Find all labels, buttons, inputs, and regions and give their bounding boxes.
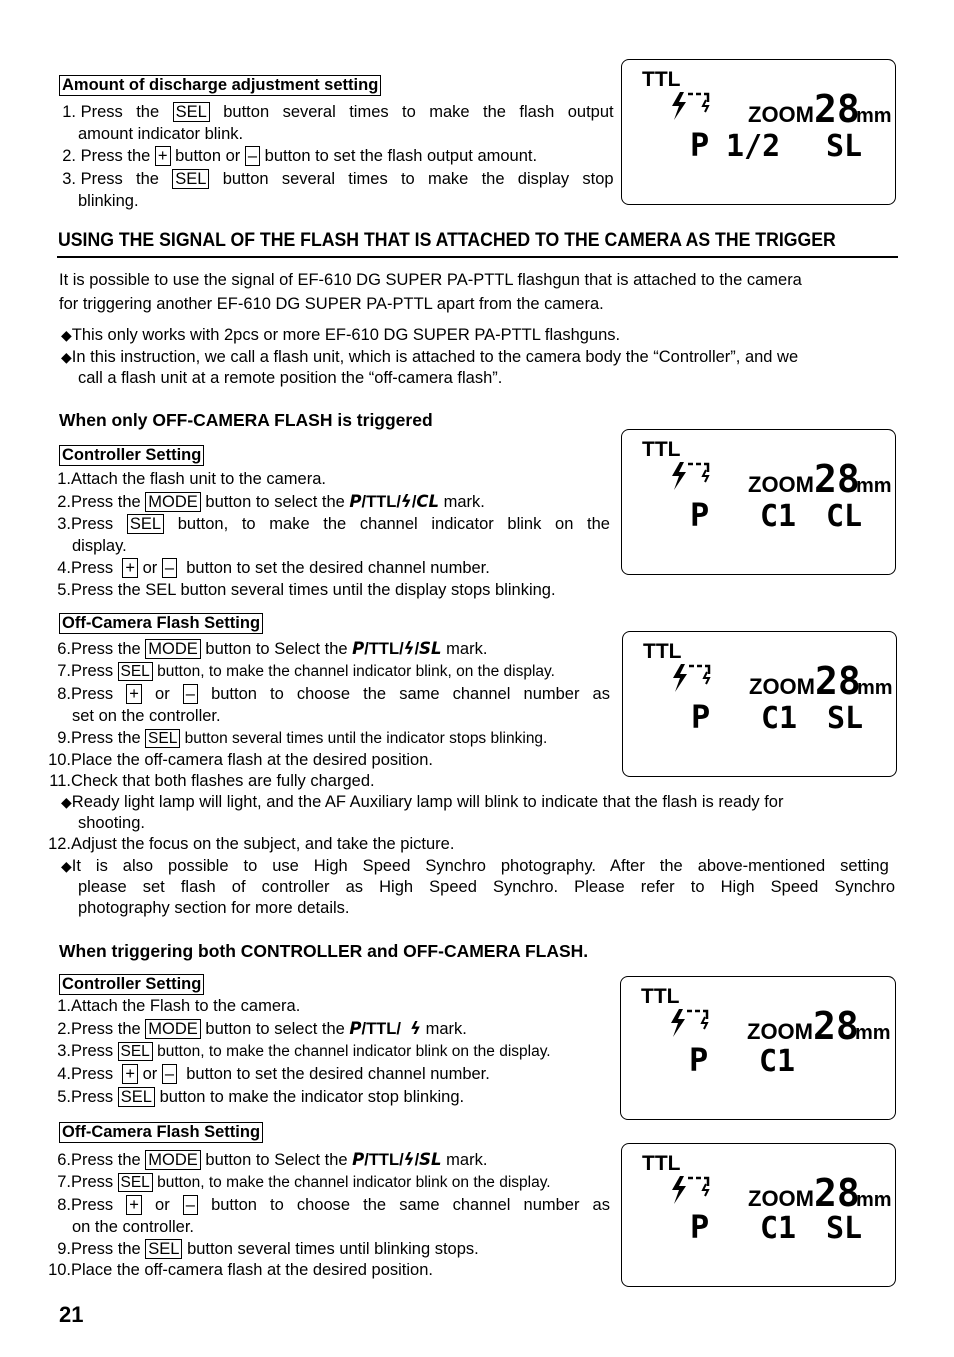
zoom-value: 28 xyxy=(815,659,861,703)
step-1: 1. Press the SEL button several times to make the flash output xyxy=(59,102,612,123)
diamond-icon: ◆ xyxy=(61,349,72,365)
wireless-flash-icon xyxy=(672,92,708,120)
ctrl1-step-3: 3.Press SEL button, to make the channel indicator blink on the xyxy=(57,515,610,533)
off2-step-6: 6.Press the MODE button to Select the P/TTL/ϟ/SL mark. xyxy=(57,1150,488,1169)
minus-button-label: – xyxy=(162,1064,177,1084)
wireless-flash-icon: ϟ xyxy=(410,1019,421,1038)
lcd-display-3 xyxy=(622,631,897,777)
sel-button-label: SEL xyxy=(118,1173,153,1192)
off1-step-10: 10.Place the off-camera flash at the desired position. xyxy=(48,751,433,769)
ttl-label: TTL xyxy=(643,640,682,663)
minus-button-label: – xyxy=(245,146,260,166)
plus-button-label: + xyxy=(122,558,138,578)
off1-step-12: 12.Adjust the focus on the subject, and take the picture. xyxy=(48,835,455,853)
step-2: 2. Press the + button or – button to set the flash output amount. xyxy=(62,147,538,165)
step-3: 3. Press the SEL button several times to make the display stop xyxy=(62,170,614,188)
ctrl2-step-1: 1.Attach the Flash to the camera. xyxy=(57,997,301,1015)
channel-indicator: C1 xyxy=(760,499,797,534)
mm-label: mm xyxy=(856,1189,892,1211)
ctrl2-step-4: 4.Press + or – button to set the desired channel number. xyxy=(57,1065,490,1083)
off2-step-10: 10.Place the off-camera flash at the desired position. xyxy=(48,1261,433,1279)
ctrl1-step-5: 5.Press the SEL button several times until the display stops blinking. xyxy=(57,581,556,599)
lcd-display-5 xyxy=(621,1143,896,1287)
lcd-display-1 xyxy=(621,59,896,205)
mode-indicator: P xyxy=(691,698,711,736)
ttl-label: TTL xyxy=(642,68,681,91)
off1-step-9: 9.Press the SEL button several times until the indicator stops blinking. xyxy=(57,729,548,747)
subheading-off-camera-only: When only OFF-CAMERA FLASH is triggered xyxy=(59,410,433,430)
ttl-label: TTL xyxy=(642,1152,681,1175)
wireless-flash-icon: ϟ xyxy=(400,492,412,511)
sel-button-label: SEL xyxy=(173,102,210,122)
mode-indicator: P xyxy=(690,496,710,534)
section-label-controller-1: Controller Setting xyxy=(59,445,204,466)
diamond-icon: ◆ xyxy=(61,327,72,343)
ttl-label: TTL xyxy=(641,985,680,1008)
step-1-cont: amount indicator blink. xyxy=(78,125,244,143)
ctrl1-step-2: 2.Press the MODE button to select the P/TTL/ϟ/CL mark. xyxy=(57,492,485,511)
wireless-flash-icon xyxy=(673,664,709,692)
zoom-label: ZOOM xyxy=(749,674,815,699)
off1-step-6: 6.Press the MODE button to Select the P/TTL/ϟ/SL mark. xyxy=(57,639,488,658)
sel-button-label: SEL xyxy=(145,729,180,748)
off2-step-8: 8.Press + or – button to choose the same channel number as xyxy=(57,1196,610,1214)
mode-button-label: MODE xyxy=(145,1019,201,1039)
controller-indicator: CL xyxy=(826,499,863,534)
mode-indicator: P xyxy=(689,1041,709,1079)
ctrl2-step-2: 2.Press the MODE button to select the P/TTL/ ϟ mark. xyxy=(57,1019,467,1038)
sel-button-label: SEL xyxy=(145,1239,182,1259)
mode-button-label: MODE xyxy=(145,1150,201,1170)
mode-button-label: MODE xyxy=(145,492,201,512)
sel-button-label: SEL xyxy=(118,1042,153,1061)
step-3-cont: blinking. xyxy=(78,192,139,210)
mm-label: mm xyxy=(856,475,892,497)
sel-button-label: SEL xyxy=(118,662,153,681)
sel-button-label: SEL xyxy=(172,169,209,189)
ctrl2-step-5: 5.Press SEL button to make the indicator stop blinking. xyxy=(57,1088,465,1106)
step-number: 1. xyxy=(62,103,76,121)
plus-button-label: + xyxy=(122,1064,138,1084)
zoom-value: 28 xyxy=(814,1171,860,1215)
section-label-offcamera-2: Off-Camera Flash Setting xyxy=(59,1122,263,1143)
wireless-flash-icon xyxy=(671,1009,707,1037)
ctrl1-step-1: 1.Attach the flash unit to the camera. xyxy=(57,470,326,488)
bullet-2: ◆In this instruction, we call a flash unit, which is attached to the camera body the “Controller”, and we xyxy=(61,348,799,366)
slave-indicator: SL xyxy=(827,701,864,736)
ctrl2-step-3: 3.Press SEL button, to make the channel indicator blink on the display. xyxy=(57,1042,551,1060)
zoom-value: 28 xyxy=(813,1004,859,1048)
sel-button-label: SEL xyxy=(127,514,164,534)
mode-indicator: P xyxy=(690,1208,710,1246)
output-value: 1/2 xyxy=(726,129,781,164)
off1-bullet-2-cont: please set flash of controller as High Speed Synchro. Please refer to High Speed Synchro xyxy=(78,878,895,896)
off1-bullet-1: ◆Ready light lamp will light, and the AF Auxiliary lamp will blink to indicate that the flash is ready for xyxy=(61,793,784,811)
off2-step-9: 9.Press the SEL button several times until blinking stops. xyxy=(57,1240,479,1258)
diamond-icon: ◆ xyxy=(61,794,72,810)
mm-label: mm xyxy=(856,105,892,127)
off1-step-7: 7.Press SEL button, to make the channel indicator blink, on the display. xyxy=(57,662,555,680)
lcd-display-2 xyxy=(621,429,896,575)
section-label-controller-2: Controller Setting xyxy=(59,974,204,995)
intro-line-2: for triggering another EF-610 DG SUPER PA-PTTL apart from the camera. xyxy=(59,295,604,313)
channel-indicator: C1 xyxy=(761,701,798,736)
intro-line-1: It is possible to use the signal of EF-610 DG SUPER PA-PTTL flashgun that is attached to the camera xyxy=(59,271,802,289)
zoom-value: 28 xyxy=(814,87,860,131)
section-heading: USING THE SIGNAL OF THE FLASH THAT IS ATTACHED TO THE CAMERA AS THE TRIGGER xyxy=(58,230,836,251)
off1-step-8-cont: set on the controller. xyxy=(72,707,221,725)
section-label-offcamera-1: Off-Camera Flash Setting xyxy=(59,613,263,634)
off1-bullet-2-cont2: photography section for more details. xyxy=(78,899,350,917)
plus-button-label: + xyxy=(126,684,142,704)
diamond-icon: ◆ xyxy=(61,858,72,874)
heading-rule xyxy=(57,256,898,258)
bullet-2-cont: call a flash unit at a remote position the “off-camera flash”. xyxy=(78,369,503,387)
section-label-discharge: Amount of discharge adjustment setting xyxy=(59,75,381,96)
wireless-flash-icon: ϟ xyxy=(403,1150,415,1169)
ctrl1-step-3-cont: display. xyxy=(72,537,127,555)
minus-button-label: – xyxy=(183,684,198,704)
zoom-label: ZOOM xyxy=(748,102,814,127)
off2-step-7: 7.Press SEL button, to make the channel indicator blink on the display. xyxy=(57,1173,551,1191)
channel-indicator: C1 xyxy=(760,1211,797,1246)
mode-button-label: MODE xyxy=(145,639,201,659)
slave-indicator: SL xyxy=(826,1211,863,1246)
subheading-both: When triggering both CONTROLLER and OFF-CAMERA FLASH. xyxy=(59,941,589,961)
ctrl1-step-4: 4.Press + or – button to set the desired channel number. xyxy=(57,559,490,577)
off2-step-8-cont: on the controller. xyxy=(72,1218,194,1236)
ttl-label: TTL xyxy=(642,438,681,461)
mode-indicator: P xyxy=(690,126,710,164)
slave-indicator: SL xyxy=(826,129,863,164)
off1-bullet-1-cont: shooting. xyxy=(78,814,145,832)
sel-button-label: SEL xyxy=(118,1087,155,1107)
channel-indicator: C1 xyxy=(759,1044,796,1079)
zoom-label: ZOOM xyxy=(747,1019,813,1044)
minus-button-label: – xyxy=(162,558,177,578)
lcd-display-4 xyxy=(620,976,896,1120)
zoom-label: ZOOM xyxy=(748,472,814,497)
off1-step-11: 11.Check that both flashes are fully charged. xyxy=(49,772,375,790)
mm-label: mm xyxy=(857,677,893,699)
bullet-1: ◆This only works with 2pcs or more EF-610 DG SUPER PA-PTTL flashguns. xyxy=(61,326,621,344)
page-number: 21 xyxy=(59,1302,84,1327)
wireless-flash-icon: ϟ xyxy=(403,639,415,658)
off1-step-8: 8.Press + or – button to choose the same channel number as xyxy=(57,685,610,703)
wireless-flash-icon xyxy=(672,462,708,490)
zoom-value: 28 xyxy=(814,457,860,501)
minus-button-label: – xyxy=(183,1195,198,1215)
off1-bullet-2: ◆It is also possible to use High Speed Synchro photography. After the above-mentioned setting xyxy=(61,857,889,875)
mm-label: mm xyxy=(855,1022,891,1044)
plus-button-label: + xyxy=(155,146,171,166)
wireless-flash-icon xyxy=(672,1176,708,1204)
plus-button-label: + xyxy=(126,1195,142,1215)
zoom-label: ZOOM xyxy=(748,1186,814,1211)
